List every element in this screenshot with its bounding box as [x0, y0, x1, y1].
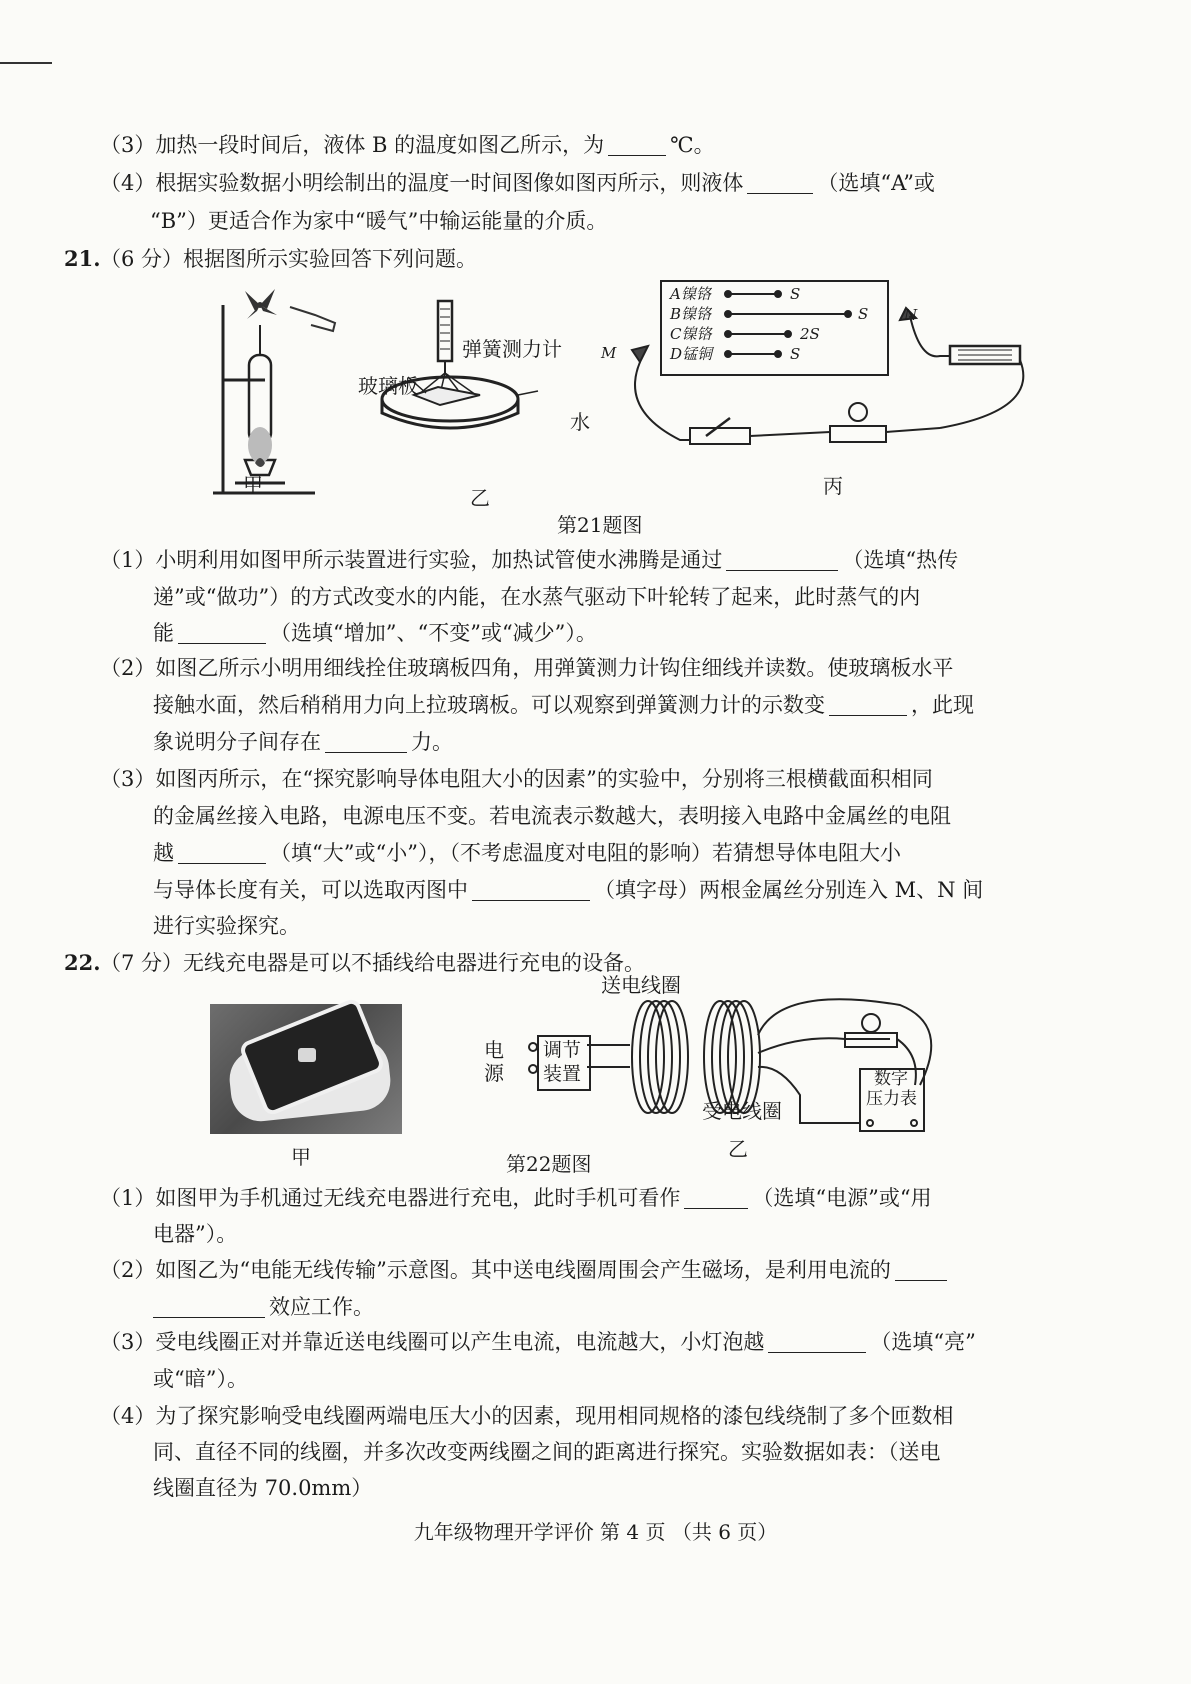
question-text: 受电线圈正对并靠近送电线圈可以产生电流，电流越大，小灯泡越	[155, 1330, 765, 1354]
q21-part2-line1	[100, 653, 953, 683]
figure-21-yi-label: 乙	[470, 486, 490, 510]
send-coil-label: 送电线圈	[601, 973, 681, 997]
question-text: （填“大”或“小”），（不考虑温度对电阻的影响）若猜想导体电阻大小	[270, 841, 901, 865]
page-footer: 九年级物理开学评价 第 4 页 （共 6 页）	[413, 1520, 778, 1544]
question-text: 加热一段时间后，液体 B 的温度如图乙所示，为	[155, 133, 605, 157]
q21-part3-line3	[153, 838, 901, 868]
figure-21-caption: 第21题图	[557, 513, 643, 537]
question-text: 小明利用如图甲所示装置进行实验，加热试管使水沸腾是通过	[155, 548, 723, 572]
figure-21-bing-circuit	[620, 300, 1040, 460]
wire-c-label: C镍铬	[670, 325, 712, 343]
q22-part3-line1	[100, 1327, 976, 1357]
answer-blank[interactable]	[768, 1330, 866, 1353]
meter-label-1: 数字	[874, 1069, 908, 1089]
regulator-label-1: 调节	[543, 1039, 582, 1061]
glass-plate-label: 玻璃板	[358, 374, 418, 398]
figure-21-jia-label: 甲	[243, 473, 263, 497]
answer-blank[interactable]	[747, 171, 813, 194]
question-text: 根据实验数据小明绘制出的温度一时间图像如图丙所示，则液体	[155, 171, 744, 195]
q22-part1-line2: 电器”）。	[153, 1222, 238, 1246]
wire-d-label: D锰铜	[670, 345, 713, 363]
question-text: 为了探究影响受电线圈两端电压大小的因素，现用相同规格的漆包线绕制了多个匝数相	[155, 1404, 954, 1428]
question-text: ，此现	[911, 693, 974, 717]
question-text: （选填“电源”或“用	[752, 1186, 932, 1210]
power-label-2: 源	[484, 1061, 504, 1085]
q21-part1-line2: 递”或“做功”）的方式改变水的内能，在水蒸气驱动下叶轮转了起来，此时蒸气的内	[153, 585, 921, 609]
answer-blank[interactable]	[178, 621, 266, 644]
charging-icon	[298, 1048, 316, 1062]
figure-22-caption: 第22题图	[506, 1152, 592, 1176]
question-text: ℃。	[670, 133, 715, 157]
part-number: （4）	[100, 171, 156, 195]
question-text: 象说明分子间存在	[153, 730, 321, 754]
answer-blank[interactable]	[726, 548, 838, 571]
q22-part2-line2	[153, 1292, 374, 1322]
figure-21-yi	[378, 295, 578, 445]
terminal-n-label: N	[904, 306, 918, 324]
question-intro: （6 分）根据图所示实验回答下列问题。	[100, 247, 478, 271]
answer-blank[interactable]	[684, 1186, 748, 1209]
answer-blank[interactable]	[153, 1295, 265, 1318]
question-text: 如图甲为手机通过无线充电器进行充电，此时手机可看作	[155, 1186, 681, 1210]
figure-22-jia-label: 甲	[291, 1145, 311, 1169]
answer-blank[interactable]	[178, 841, 266, 864]
part-number: （1）	[100, 548, 156, 572]
terminal-m-label: M	[601, 344, 617, 362]
question-text: 与导体长度有关，可以选取丙图中	[153, 878, 468, 902]
q22-part3-line2: 或“暗”）。	[153, 1367, 248, 1391]
q21-part2-line3	[153, 727, 453, 757]
q22-part4-line3: 线圈直径为 70.0mm）	[153, 1476, 373, 1500]
q20-part4-line2: “B”）更适合作为家中“暖气”中输运能量的介质。	[150, 209, 608, 233]
power-label-1: 电	[484, 1038, 504, 1062]
q21-part3-line4	[153, 875, 983, 905]
question-text: 接触水面，然后稍稍用力向上拉玻璃板。可以观察到弹簧测力计的示数变	[153, 693, 825, 717]
q21-part2-line2	[153, 690, 974, 720]
q22-part4-line2: 同、直径不同的线圈，并多次改变两线圈之间的距离进行探究。实验数据如表：（送电	[153, 1440, 941, 1464]
wire-a-length: S	[790, 285, 801, 303]
part-number: （2）	[100, 1258, 156, 1282]
spring-scale-label: 弹簧测力计	[462, 337, 562, 361]
question-text: （填字母）两根金属丝分别连入 M、N 间	[594, 878, 984, 902]
regulator-label-2: 装置	[543, 1063, 582, 1085]
question-text: （选填“热传	[842, 548, 959, 572]
q21-part3-line5: 进行实验探究。	[153, 914, 300, 938]
q21-part3-line1	[100, 764, 933, 794]
answer-blank[interactable]	[608, 133, 666, 156]
question-text: 效应工作。	[269, 1295, 374, 1319]
part-number: （4）	[100, 1404, 156, 1428]
question-text: （选填“亮”	[870, 1330, 976, 1354]
q22-part2-line1	[100, 1255, 951, 1285]
question-text: 越	[153, 841, 174, 865]
wire-b-label: B镍铬	[670, 305, 712, 323]
q20-part3	[100, 130, 715, 160]
answer-blank[interactable]	[325, 730, 407, 753]
question-number: 22.	[64, 950, 101, 975]
q21-part1-line1	[100, 545, 958, 575]
figure-22-yi-label: 乙	[728, 1137, 748, 1161]
part-number: （2）	[100, 656, 156, 680]
part-number: （3）	[100, 133, 156, 157]
question-text: 力。	[411, 730, 453, 754]
question-intro: （7 分）无线充电器是可以不插线给电器进行充电的设备。	[100, 951, 646, 975]
q22-part1-line1	[100, 1183, 932, 1213]
answer-blank[interactable]	[829, 693, 907, 716]
part-number: （3）	[100, 1330, 156, 1354]
wire-d-length: S	[790, 345, 801, 363]
wire-c-length: 2S	[800, 325, 820, 343]
question-text: 如图丙所示，在“探究影响导体电阻大小的因素”的实验中，分别将三根横截面积相同	[155, 767, 933, 791]
question-text: （选填“A”或	[817, 171, 935, 195]
q21-part3-line2: 的金属丝接入电路，电源电压不变。若电流表示数越大，表明接入电路中金属丝的电阻	[153, 804, 951, 828]
answer-blank[interactable]	[472, 878, 590, 901]
question-number: 21.	[64, 246, 101, 271]
wire-b-length: S	[858, 305, 869, 323]
q21-part1-line3	[153, 618, 597, 648]
question-text: 如图乙所示小明用细线拴住玻璃板四角，用弹簧测力计钩住细线并读数。使玻璃板水平	[155, 656, 954, 680]
part-number: （3）	[100, 767, 156, 791]
answer-blank[interactable]	[895, 1258, 947, 1281]
question-text: （选填“增加”、“不变”或“减少”）。	[270, 621, 597, 645]
meter-label-2: 压力表	[866, 1089, 917, 1109]
figure-21-bing-label: 丙	[823, 474, 843, 498]
question-text: 能	[153, 621, 174, 645]
recv-coil-label: 受电线圈	[702, 1099, 782, 1123]
question-text: 如图乙为“电能无线传输”示意图。其中送电线圈周围会产生磁场，是利用电流的	[155, 1258, 891, 1282]
part-number: （1）	[100, 1186, 156, 1210]
wire-a-label: A镍铬	[670, 285, 711, 303]
q22-part4-line1	[100, 1401, 953, 1431]
wireless-charger-photo	[210, 1004, 402, 1134]
figure-21-jia	[205, 285, 355, 505]
water-label: 水	[570, 410, 590, 434]
q20-part4-line1	[100, 168, 935, 198]
scan-edge-line	[0, 62, 52, 64]
